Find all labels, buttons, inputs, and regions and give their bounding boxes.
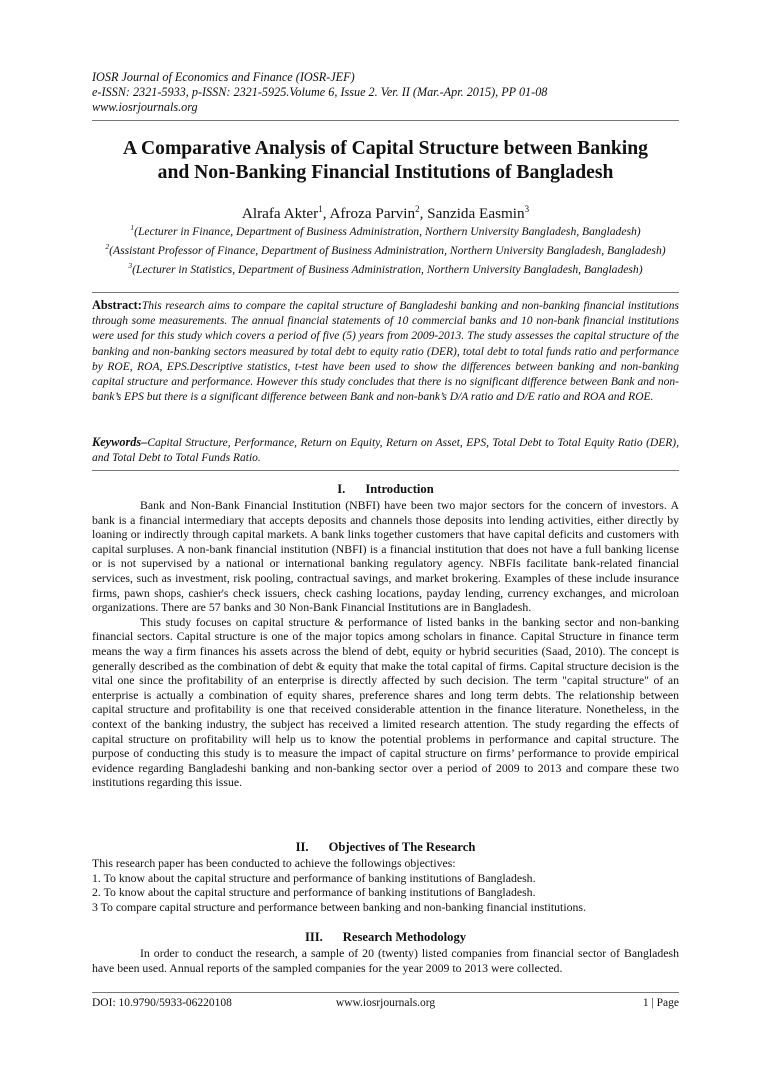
paper-title <box>92 137 679 185</box>
abstract-label: Abstract: <box>92 298 142 312</box>
paragraph: Bank and Non-Bank Financial Institution (NBFI) have been two major sectors for the concern of investors. A bank is a financial intermediary that accepts deposits and channels those deposits into lending activities, either directly by loaning or indirectly through capital markets. A bank links together customers that have capital deficits and customers with capital surpluses. A non-bank financial institution (NBFI) is a financial institution that does not have a full banking license or is not supervised by a national or international banking regulatory agency. NBFIs facilitate bank-related financial services, such as investment, risk pooling, contractual savings, and market brokering. Examples of these include insurance firms, pawn shops, cashier's check issuers, check cashing locations, payday lending, currency exchanges, and microloan organizations. There are 57 banks and 30 Non-Bank Financial Institutions are in Bangladesh. <box>92 498 679 615</box>
affiliations <box>92 220 679 277</box>
keywords <box>92 435 679 466</box>
header-divider <box>92 120 679 121</box>
section-title: Objectives of The Research <box>328 840 476 854</box>
section-title: Research Methodology <box>342 930 467 944</box>
author-name: Sanzida Easmin <box>427 205 525 223</box>
abstract-top-rule <box>92 292 679 293</box>
affiliation-1 <box>92 220 679 239</box>
section-title: Introduction <box>365 482 434 496</box>
affiliation-text: (Assistant Professor of Finance, Department of Business Administration, Northern University Bangladesh, Bangladesh) <box>109 243 666 257</box>
author-sup: 1 <box>318 204 323 214</box>
introduction-body <box>92 498 679 790</box>
objectives-body <box>92 856 679 914</box>
journal-header <box>92 70 692 115</box>
section-heading-methodology <box>92 930 679 945</box>
title-line-1: A Comparative Analysis of Capital Structure between Banking <box>123 138 648 159</box>
affiliation-sup: 3 <box>128 260 133 270</box>
list-item: 3 To compare capital structure and performance between banking and non-banking financial institutions. <box>92 899 586 914</box>
paragraph: In order to conduct the research, a sample of 20 (twenty) listed companies from financial sector of Bangladesh have been used. Annual reports of the sampled companies for the year 2009 to 2013 were collected. <box>92 946 679 975</box>
methodology-body <box>92 946 679 975</box>
affiliation-sup: 2 <box>105 241 110 251</box>
section-number: II. <box>295 840 309 854</box>
keywords-label: Keywords– <box>92 435 148 449</box>
author-name: Afroza Parvin <box>329 205 416 223</box>
doi: DOI: 10.9790/5933-06220108 <box>92 997 232 1009</box>
author-name: Alrafa Akter <box>241 205 319 223</box>
abstract-text: This research aims to compare the capital structure of Bangladeshi banking and non-banking financial institutions through some measurements. The annual financial statements of 10 commercial banks and 10 non-bank financial institutions were used for this study which covers a period of five (5) years from 2009-2013. The study assesses the capital structure of the banking and non-banking sectors measured by total debt to equity ratio (DER), total debt to total funds ratio and performance by ROE, ROA, EPS.Descriptive statistics, t-test have been used to show the differences between banking and non-banking capital structure and performance. However this study concludes that there is no significant difference between Bank and non-bank’s EPS but there is a significant difference between Bank and non-bank’s D/A ratio and D/E ratio and ROA and ROE. <box>92 300 679 404</box>
abstract-bottom-rule <box>92 470 679 471</box>
section-heading-objectives <box>92 840 679 855</box>
list-item: 1. To know about the capital structure and performance of banking institutions of Bangladesh. <box>92 870 536 885</box>
affiliation-text: (Lecturer in Statistics, Department of Business Administration, Northern University Bangladesh, Bangladesh) <box>132 262 643 276</box>
author-sup: 3 <box>524 204 530 214</box>
footer-divider <box>92 992 679 993</box>
footer-website[interactable]: www.iosrjournals.org <box>335 997 436 1009</box>
author-list: Alrafa Akter$^1$, Afroza Parvin$^2$, Sanzida Easmin$^3$ <box>241 204 530 223</box>
list-intro: This research paper has been conducted to achieve the followings objectives: <box>92 856 456 870</box>
affiliation-2 <box>92 239 679 258</box>
affiliation-sup: 1 <box>130 223 135 232</box>
section-number: I. <box>337 482 346 496</box>
abstract <box>92 298 679 405</box>
journal-name: IOSR Journal of Economics and Finance (IOSR-JEF) <box>92 70 355 84</box>
journal-issn: e-ISSN: 2321-5933, p-ISSN: 2321-5925.Volume 6, Issue 2. Ver. II (Mar.-Apr. 2015), PP 01-08 <box>92 85 548 99</box>
affiliation-text: (Lecturer in Finance, Department of Business Administration, Northern University Bangladesh, Bangladesh) <box>134 224 641 238</box>
page-number: 1 | Page <box>642 997 679 1009</box>
section-number: III. <box>304 930 323 944</box>
affiliation-3 <box>92 258 679 277</box>
paragraph: This study focuses on capital structure & performance of listed banks in the banking sector and non-banking financial sectors. Capital structure is one of the major topics among scholars in finance. Capital Structure in finance term means the way a firm finances his assets across the blend of debt, equity or hybrid securities (Saad, 2010). The concept is generally described as the combination of debt & equity that make the total capital of firms. Capital structure decision is the vital one since the profitability of an enterprise is directly affected by such decision. The term "capital structure" of an enterprise is actually a combination of equity shares, preference shares and long term debts. The relationship between capital structure and profitability is one that received considerable attention in the finance literature. Nonetheless, in the context of the banking industry, the subject has received a limited research attention. The study regarding the effects of capital structure on profitability will help us to know the potential problems in performance and capital structure. The purpose of conducting this study is to measure the impact of capital structure on firms’ performance to provide empirical evidence regarding Bangladeshi banking and non-banking sector over a period of 2009 to 2013 and compare these two institutions regarding this issue. <box>92 614 679 790</box>
title-line-2: and Non-Banking Financial Institutions of Bangladesh <box>157 162 614 183</box>
author-sup: 2 <box>415 204 420 214</box>
keywords-text: Capital Structure, Performance, Return on Equity, Return on Asset, EPS, Total Debt to Total Equity Ratio (DER), and Total Debt to Total Funds Ratio. <box>92 437 679 465</box>
list-item: 2. To know about the capital structure and performance of banking institutions of Bangladesh. <box>92 885 536 900</box>
journal-website[interactable]: www.iosrjournals.org <box>92 100 198 114</box>
section-heading-introduction <box>92 482 679 497</box>
